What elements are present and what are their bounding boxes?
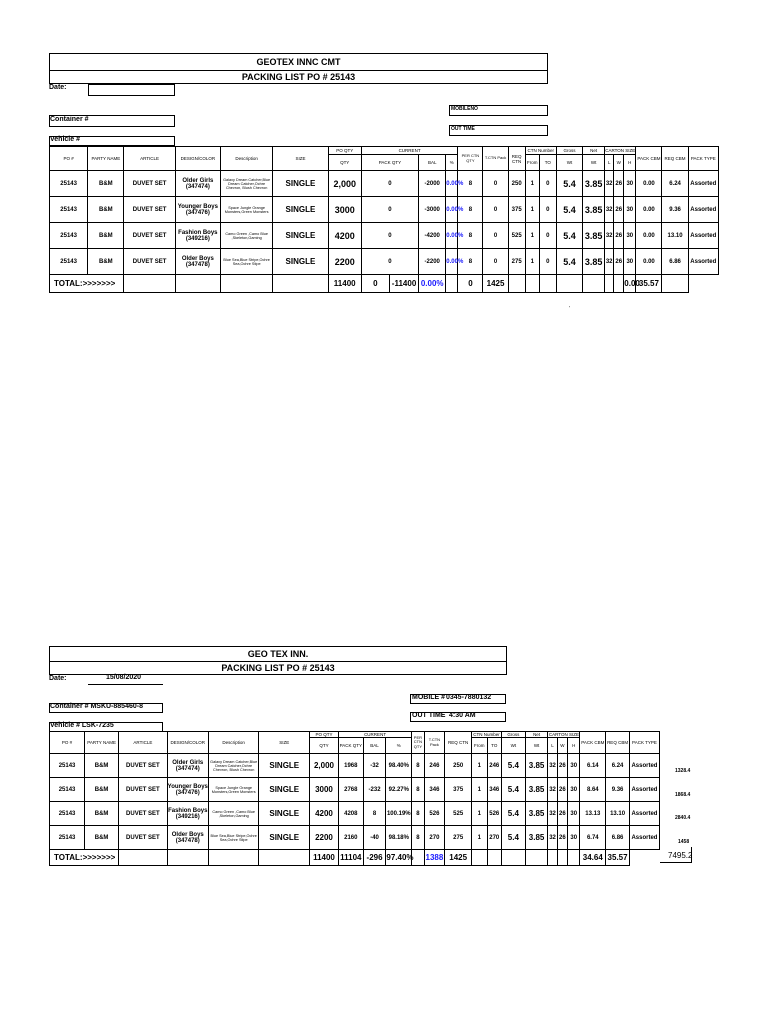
total-pack-qty: 0 (361, 275, 389, 293)
header-w: W (614, 155, 624, 171)
cell-net: 3.85 (583, 171, 605, 197)
cell-per-ctn: 8 (412, 826, 424, 850)
cell-net: 3.85 (525, 778, 548, 802)
total-label: TOTAL:>>>>>>> (50, 275, 124, 293)
total-qty: 11400 (310, 850, 339, 866)
cell-pack-cbm: 6.14 (580, 754, 606, 778)
header-po-qty: PO QTY (310, 732, 339, 738)
cell-h: 30 (568, 754, 580, 778)
cell-per-ctn: 8 (458, 249, 483, 275)
header-description: Description (208, 732, 259, 754)
cell-bal: -2000 (419, 171, 446, 197)
header-net: Net (583, 147, 605, 155)
header-pack-qty: PACK QTY (361, 155, 418, 171)
header-per-ctn: PER CTN QTY (412, 732, 424, 754)
header-req-cbm: REQ CBM (662, 147, 688, 171)
header-w: W (557, 738, 567, 754)
cell-pack-qty: 2160 (338, 826, 363, 850)
cell-pct: 0.00% (446, 223, 458, 249)
cell-l: 32 (548, 754, 557, 778)
header-l: L (548, 738, 557, 754)
stray-mark: ' (569, 306, 570, 312)
header-party: PARTY NAME (88, 147, 124, 171)
cell-l: 32 (605, 223, 614, 249)
cell-party: B&M (85, 802, 119, 826)
cell-h: 30 (568, 826, 580, 850)
cell-to: 0 (539, 197, 556, 223)
cell-article: DUVET SET (124, 249, 175, 275)
cell-qty: 2200 (310, 826, 339, 850)
cell-article: DUVET SET (124, 171, 175, 197)
cell-req-cbm: 13.10 (606, 802, 630, 826)
header-t-ctn: T.CTN Pack (424, 732, 445, 754)
cell-qty: 2200 (328, 249, 361, 275)
table-row (50, 802, 660, 826)
company-name: GEOTEX INNC CMT (49, 53, 548, 71)
header-bal: BAL (419, 155, 446, 171)
cell-gross: 5.4 (501, 826, 525, 850)
header-t-ctn: T.CTN Pack (483, 147, 508, 171)
cell-bal: -32 (363, 754, 386, 778)
cell-size: SINGLE (259, 802, 310, 826)
cell-pack-qty: 0 (361, 197, 418, 223)
cell-qty: 3000 (310, 778, 339, 802)
side-value: 1328.4 (675, 768, 691, 774)
total-pct: 0.00% (419, 275, 446, 293)
side-total-box (660, 847, 692, 863)
header-ctn-number: CTN Number (525, 147, 556, 155)
table-row (50, 754, 660, 778)
cell-po: 25143 (50, 249, 88, 275)
cell-po: 25143 (50, 171, 88, 197)
header-design: DESIGN/COLOR (175, 147, 220, 171)
total-row (50, 850, 660, 866)
cell-size: SINGLE (259, 754, 310, 778)
cell-po: 25143 (50, 778, 85, 802)
header-gross: Gross (501, 732, 525, 738)
cell-size: SINGLE (273, 171, 328, 197)
cell-gross: 5.4 (556, 249, 582, 275)
cell-pct: 0.00% (446, 249, 458, 275)
date-label: Date: (49, 675, 67, 682)
cell-to: 246 (487, 754, 501, 778)
header-qty: QTY (310, 738, 339, 754)
rows (50, 754, 660, 850)
cell-h: 30 (624, 171, 636, 197)
cell-gross: 5.4 (556, 223, 582, 249)
header-net-wt: Wt (583, 155, 605, 171)
cell-pct: 98.40% (386, 754, 412, 778)
cell-qty: 3000 (328, 197, 361, 223)
header-per-ctn: PER CTN QTY (458, 147, 483, 171)
cell-design: Younger Boys (347476) (175, 197, 220, 223)
cell-req-ctn: 525 (445, 802, 472, 826)
cell-description: Galaxy Dream Catcher,Blue Dream Catcher,Ochre Chevron, Blush Chevron (220, 171, 272, 197)
date-value: 15/08/2020 (106, 674, 142, 681)
header-pack-cbm: PACK CBM (636, 147, 662, 171)
header-from: From (472, 738, 487, 754)
cell-req-ctn: 250 (508, 171, 525, 197)
total-bal: -296 (363, 850, 386, 866)
header-req-cbm: REQ CBM (606, 732, 630, 754)
cell-net: 3.85 (583, 249, 605, 275)
cell-req-cbm: 9.36 (606, 778, 630, 802)
cell-pack-qty: 0 (361, 249, 418, 275)
cell-bal: -3000 (419, 197, 446, 223)
total-pack-cbm: 34.64 (580, 850, 606, 866)
cell-design: Older Boys (347478) (167, 826, 208, 850)
cell-pack-type: Assorted (688, 223, 718, 249)
cell-w: 26 (557, 754, 567, 778)
cell-party: B&M (88, 197, 124, 223)
header-description: Description (220, 147, 272, 171)
cell-article: DUVET SET (119, 802, 168, 826)
cell-pack-cbm: 13.13 (580, 802, 606, 826)
cell-po: 25143 (50, 802, 85, 826)
cell-size: SINGLE (273, 223, 328, 249)
cell-net: 3.85 (525, 754, 548, 778)
cell-po: 25143 (50, 826, 85, 850)
cell-article: DUVET SET (124, 197, 175, 223)
cell-pack-type: Assorted (629, 754, 659, 778)
cell-t-ctn: 346 (424, 778, 445, 802)
header-net: Net (525, 732, 548, 738)
cell-h: 30 (568, 778, 580, 802)
cell-from: 1 (525, 171, 539, 197)
total-pct: 97.40% (386, 850, 412, 866)
total-req-ctn: 1425 (483, 275, 508, 293)
total-req-cbm: 35.57 (606, 850, 630, 866)
cell-pack-type: Assorted (629, 802, 659, 826)
packing-table (49, 731, 660, 866)
cell-req-ctn: 375 (445, 778, 472, 802)
cell-from: 1 (472, 802, 487, 826)
cell-qty: 2,000 (310, 754, 339, 778)
cell-party: B&M (85, 778, 119, 802)
header-carton-size: CARTON SIZE (605, 148, 636, 153)
cell-qty: 4200 (328, 223, 361, 249)
cell-design: Younger Boys (347476) (167, 778, 208, 802)
header-po: PO # (50, 732, 85, 754)
cell-req-cbm: 6.86 (662, 249, 688, 275)
table-row (50, 778, 660, 802)
cell-to: 0 (539, 171, 556, 197)
cell-pct: 0.00% (446, 171, 458, 197)
cell-per-ctn: 8 (412, 778, 424, 802)
cell-to: 346 (487, 778, 501, 802)
cell-design: Fashion Boys (349216) (175, 223, 220, 249)
cell-h: 30 (568, 802, 580, 826)
cell-party: B&M (88, 223, 124, 249)
cell-h: 30 (624, 223, 636, 249)
mobile-value: 0345-7880132 (446, 694, 492, 701)
cell-pct: 100.19% (386, 802, 412, 826)
cell-description: Camo Green ,Camo Blue ,Skeleton,Gaming (220, 223, 272, 249)
cell-from: 1 (525, 197, 539, 223)
header-net-wt: Wt (525, 738, 548, 754)
cell-pack-cbm: 0.00 (636, 249, 662, 275)
cell-article: DUVET SET (124, 223, 175, 249)
cell-pack-type: Assorted (629, 778, 659, 802)
vehicle-label: Vehicle # LSK-7235 (50, 722, 114, 729)
total-t-ctn: 0 (458, 275, 483, 293)
cell-gross: 5.4 (501, 802, 525, 826)
cell-gross: 5.4 (501, 754, 525, 778)
header-pack-qty: PACK QTY (338, 738, 363, 754)
side-value: 1868.4 (675, 792, 691, 798)
cell-w: 26 (557, 802, 567, 826)
cell-pct: 98.18% (386, 826, 412, 850)
cell-to: 0 (539, 249, 556, 275)
cell-pack-cbm: 0.00 (636, 223, 662, 249)
total-t-ctn: 1388 (424, 850, 445, 866)
cell-t-ctn: 0 (483, 249, 508, 275)
cell-from: 1 (525, 249, 539, 275)
cell-pack-qty: 1968 (338, 754, 363, 778)
cell-req-cbm: 13.10 (662, 223, 688, 249)
cell-w: 26 (614, 171, 624, 197)
total-pack-cbm: 0.00 (624, 275, 636, 293)
container-field (49, 703, 163, 713)
cell-l: 32 (548, 826, 557, 850)
cell-per-ctn: 8 (458, 171, 483, 197)
cell-size: SINGLE (273, 249, 328, 275)
cell-req-cbm: 6.24 (662, 171, 688, 197)
cell-article: DUVET SET (119, 826, 168, 850)
cell-party: B&M (88, 249, 124, 275)
header-h: H (624, 155, 636, 171)
total-pack-qty: 11104 (338, 850, 363, 866)
header-gross-wt: Wt (556, 155, 582, 171)
cell-description: Blue Sea,Blue Stripe,Ochre Sea,Ochre Stipe (220, 249, 272, 275)
cell-from: 1 (525, 223, 539, 249)
cell-size: SINGLE (259, 826, 310, 850)
header-current: CURRENT (361, 147, 458, 155)
cell-t-ctn: 0 (483, 223, 508, 249)
cell-design: Fashion Boys (349216) (167, 802, 208, 826)
header-from: From (525, 155, 539, 171)
header-l: L (605, 155, 614, 171)
out-time-value: 4:30 AM (449, 712, 476, 719)
cell-req-ctn: 275 (508, 249, 525, 275)
cell-w: 26 (614, 197, 624, 223)
header-pack-cbm: PACK CBM (580, 732, 606, 754)
header-qty: QTY (328, 155, 361, 171)
header-to: TO (487, 738, 501, 754)
out-time-field (410, 712, 506, 722)
cell-h: 30 (624, 197, 636, 223)
cell-article: DUVET SET (119, 778, 168, 802)
cell-pack-cbm: 0.00 (636, 197, 662, 223)
total-bal: -11400 (389, 275, 418, 293)
cell-pct: 0.00% (446, 197, 458, 223)
cell-bal: -4200 (419, 223, 446, 249)
header-h: H (568, 738, 580, 754)
cell-w: 26 (557, 826, 567, 850)
container-label: Container # (50, 116, 89, 123)
header-design: DESIGN/COLOR (167, 732, 208, 754)
cell-pack-type: Assorted (688, 171, 718, 197)
header-size: SIZE (273, 147, 328, 171)
cell-size: SINGLE (273, 197, 328, 223)
cell-to: 526 (487, 802, 501, 826)
header-pack-type: PACK TYPE (688, 147, 718, 171)
cell-gross: 5.4 (556, 171, 582, 197)
packing-list-title: PACKING LIST PO # 25143 (49, 70, 548, 84)
cell-design: Older Girls (347474) (167, 754, 208, 778)
cell-party: B&M (85, 754, 119, 778)
cell-pack-qty: 2768 (338, 778, 363, 802)
header-article: ARTICLE (124, 147, 175, 171)
out-time-label: OUT TIME (412, 712, 446, 719)
packing-list-title: PACKING LIST PO # 25143 (49, 661, 507, 675)
table-row (50, 826, 660, 850)
cell-to: 270 (487, 826, 501, 850)
cell-pack-type: Assorted (629, 826, 659, 850)
cell-req-cbm: 9.36 (662, 197, 688, 223)
header-to: TO (539, 155, 556, 171)
header-req-ctn: REQ CTN (508, 147, 525, 171)
cell-pack-type: Assorted (688, 197, 718, 223)
mobile-label: MOBILE # (412, 694, 446, 701)
header-party: PARTY NAME (85, 732, 119, 754)
header-current: CURRENT (338, 732, 411, 738)
total-label: TOTAL:>>>>>>> (50, 850, 119, 866)
container-label: Container # MSKU-885460-8 (50, 703, 143, 710)
cell-description: Camo Green ,Camo Blue ,Skeleton,Gaming (208, 802, 259, 826)
date-field (88, 675, 163, 685)
mobile-field (410, 694, 506, 704)
cell-gross: 5.4 (501, 778, 525, 802)
side-value: 1458 (678, 839, 690, 845)
cell-description: Space Jungle Orange Monsters,Green Monsters (208, 778, 259, 802)
header-carton-size: CARTON SIZE (548, 732, 579, 737)
cell-pack-cbm: 8.64 (580, 778, 606, 802)
cell-w: 26 (614, 223, 624, 249)
cell-size: SINGLE (259, 778, 310, 802)
cell-bal: -2200 (419, 249, 446, 275)
cell-po: 25143 (50, 754, 85, 778)
vehicle-label: Vehicle # (50, 136, 80, 143)
cell-gross: 5.4 (556, 197, 582, 223)
cell-pack-type: Assorted (688, 249, 718, 275)
out-time-label: OUT TIME (451, 126, 475, 132)
header-bal: BAL (363, 738, 386, 754)
cell-qty: 2,000 (328, 171, 361, 197)
cell-req-cbm: 6.24 (606, 754, 630, 778)
cell-req-ctn: 275 (445, 826, 472, 850)
cell-req-ctn: 525 (508, 223, 525, 249)
header-po: PO # (50, 147, 88, 171)
header-article: ARTICLE (119, 732, 168, 754)
side-value: 2840.4 (675, 815, 691, 821)
header-pct: % (386, 738, 412, 754)
cell-l: 32 (548, 778, 557, 802)
cell-pct: 92.27% (386, 778, 412, 802)
date-label: Date: (49, 84, 67, 91)
cell-t-ctn: 270 (424, 826, 445, 850)
cell-h: 30 (624, 249, 636, 275)
cell-bal: -40 (363, 826, 386, 850)
cell-t-ctn: 0 (483, 197, 508, 223)
header-req-ctn: REQ CTN (445, 732, 472, 754)
cell-l: 32 (605, 197, 614, 223)
cell-pack-qty: 0 (361, 171, 418, 197)
mobile-label: MOBILENO (451, 106, 478, 112)
cell-net: 3.85 (583, 223, 605, 249)
company-name: GEO TEX INN. (49, 646, 507, 662)
cell-net: 3.85 (525, 826, 548, 850)
cell-w: 26 (614, 249, 624, 275)
total-req-cbm: 35.57 (636, 275, 662, 293)
cell-t-ctn: 0 (483, 171, 508, 197)
total-qty: 11400 (328, 275, 361, 293)
cell-pack-qty: 0 (361, 223, 418, 249)
cell-t-ctn: 526 (424, 802, 445, 826)
cell-net: 3.85 (525, 802, 548, 826)
cell-from: 1 (472, 826, 487, 850)
header-pct: % (446, 155, 458, 171)
cell-net: 3.85 (583, 197, 605, 223)
cell-per-ctn: 8 (458, 197, 483, 223)
cell-bal: -232 (363, 778, 386, 802)
cell-to: 0 (539, 223, 556, 249)
cell-party: B&M (88, 171, 124, 197)
header-size: SIZE (259, 732, 310, 754)
cell-from: 1 (472, 778, 487, 802)
header-po-qty: PO QTY (328, 147, 361, 155)
cell-design: Older Boys (347478) (175, 249, 220, 275)
header-pack-type: PACK TYPE (629, 732, 659, 754)
cell-article: DUVET SET (119, 754, 168, 778)
cell-design: Older Girls (347474) (175, 171, 220, 197)
cell-per-ctn: 8 (412, 802, 424, 826)
cell-pack-cbm: 6.74 (580, 826, 606, 850)
cell-pack-cbm: 0.00 (636, 171, 662, 197)
cell-w: 26 (557, 778, 567, 802)
cell-per-ctn: 8 (412, 754, 424, 778)
cell-per-ctn: 8 (458, 223, 483, 249)
total-req-ctn: 1425 (445, 850, 472, 866)
cell-l: 32 (605, 171, 614, 197)
cell-req-cbm: 6.86 (606, 826, 630, 850)
cell-po: 25143 (50, 197, 88, 223)
cell-l: 32 (548, 802, 557, 826)
cell-l: 32 (605, 249, 614, 275)
header-ctn-number: CTN Number (473, 732, 500, 737)
cell-qty: 4200 (310, 802, 339, 826)
cell-from: 1 (472, 754, 487, 778)
header-gross: Gross (556, 147, 582, 155)
cell-description: Galaxy Dream Catcher,Blue Dream Catcher,Ochre Chevron, Blush Chevron (208, 754, 259, 778)
cell-po: 25143 (50, 223, 88, 249)
cell-req-ctn: 375 (508, 197, 525, 223)
side-total: 7495.2 (668, 851, 693, 860)
cell-t-ctn: 246 (424, 754, 445, 778)
cell-description: Blue Sea,Blue Stripe,Ochre Sea,Ochre Stipe (208, 826, 259, 850)
cell-party: B&M (85, 826, 119, 850)
cell-req-ctn: 250 (445, 754, 472, 778)
header-gross-wt: Wt (501, 738, 525, 754)
cell-bal: 8 (363, 802, 386, 826)
cell-pack-qty: 4208 (338, 802, 363, 826)
cell-description: Space Jungle Orange Monsters,Green Monsters (220, 197, 272, 223)
